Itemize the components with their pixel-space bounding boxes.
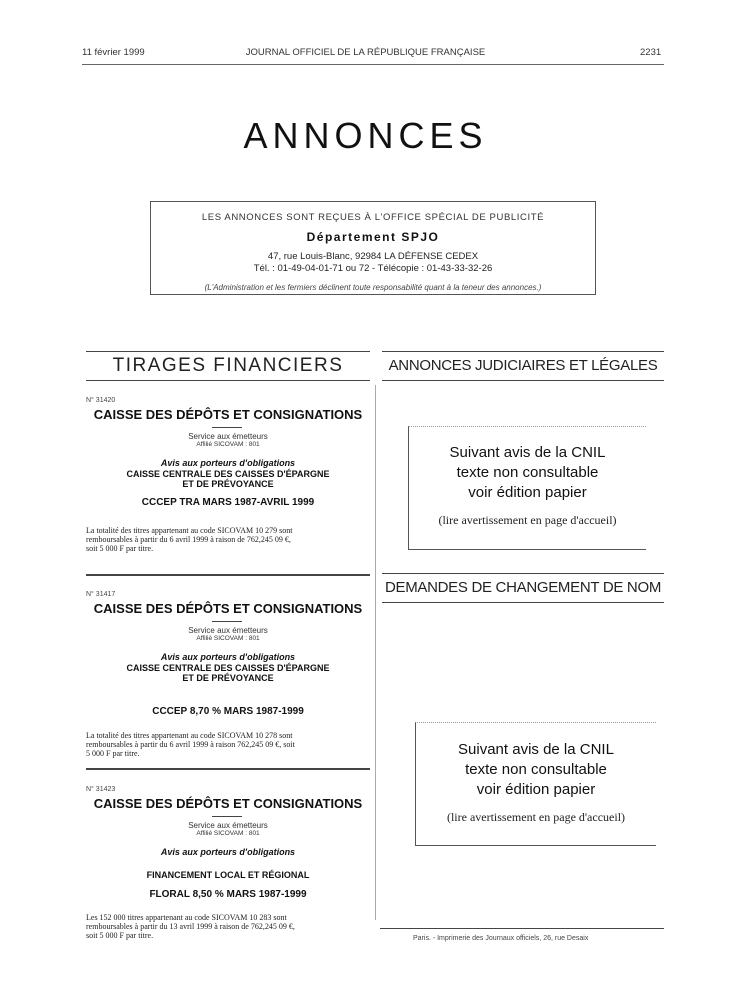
annonce-dash: [212, 816, 242, 817]
annonce-number: N° 31420: [86, 397, 116, 404]
header-rule: [82, 64, 664, 65]
annonce-body-line: soit 5 000 F par titre.: [86, 931, 154, 940]
cnil-line2: texte non consultable: [456, 464, 599, 481]
annonce-organisation: CAISSE DES DÉPÔTS ET CONSIGNATIONS: [93, 796, 363, 811]
cnil-notice-box: [408, 426, 646, 550]
annonce-beneficiary-2: ET DE PRÉVOYANCE: [182, 673, 274, 683]
annonce-service: Service aux émetteurs: [188, 626, 268, 635]
section-annonces-judiciaires: ANNONCES JUDICIAIRES ET LÉGALES: [382, 351, 664, 381]
cnil-line3: voir édition papier: [476, 781, 596, 798]
annonce-body-line: La totalité des titres appartenant au code SICOVAM 10 278 sont: [86, 731, 293, 740]
infobox-address: 47, rue Louis-Blanc, 92984 LA DÉFENSE CEDEX: [267, 251, 479, 262]
annonce-organisation: CAISSE DES DÉPÔTS ET CONSIGNATIONS: [93, 601, 363, 616]
annonce-affilie: Affilié SICOVAM : 801: [196, 830, 260, 837]
infobox-disclaimer: (L'Administration et les fermiers déclinent toute responsabilité quant à la teneur des annonces.): [204, 283, 542, 292]
cnil-note: (lire avertissement en page d'accueil): [446, 810, 626, 824]
cnil-line2: texte non consultable: [465, 761, 607, 778]
annonce-avis: Avis aux porteurs d'obligations: [160, 652, 296, 662]
infobox-line1: LES ANNONCES SONT REÇUES À L'OFFICE SPÉCIAL DE PUBLICITÉ: [201, 212, 545, 223]
annonce-31423: [86, 786, 370, 958]
cnil-notice-box-2: [415, 722, 656, 846]
annonce-service: Service aux émetteurs: [188, 821, 268, 830]
footer-rule: [380, 928, 664, 929]
annonce-body-line: 5 000 F par titre.: [86, 749, 140, 758]
annonce-number: N° 31423: [86, 786, 116, 793]
annonce-avis: Avis aux porteurs d'obligations: [160, 458, 296, 468]
annonce-body-line: remboursables à partir du 6 avril 1999 à raison 762,245 09 €, soit: [86, 740, 295, 749]
annonce-body-line: remboursables à partir du 6 avril 1999 à raison de 762,245 09 €,: [86, 535, 291, 544]
annonce-body-line: Les 152 000 titres appartenant au code SICOVAM 10 283 sont: [86, 913, 287, 922]
annonce-body: [86, 913, 370, 940]
annonce-service: Service aux émetteurs: [188, 432, 268, 441]
annonce-body: [86, 526, 370, 553]
annonce-emprunt: CCCEP 8,70 % MARS 1987-1999: [152, 706, 304, 717]
annonce-dash: [212, 621, 242, 622]
header-journal-title: JOURNAL OFFICIEL DE LA RÉPUBLIQUE FRANÇAISE: [245, 47, 486, 58]
annonce-number: N° 31417: [86, 591, 116, 598]
annonce-avis: Avis aux porteurs d'obligations: [160, 847, 296, 857]
column-divider: [375, 385, 376, 920]
annonce-beneficiary: FINANCEMENT LOCAL ET RÉGIONAL: [146, 870, 310, 880]
section-tirages-financiers: TIRAGES FINANCIERS: [86, 351, 370, 381]
annonce-organisation: CAISSE DES DÉPÔTS ET CONSIGNATIONS: [93, 407, 363, 422]
cnil-line1: Suivant avis de la CNIL: [458, 741, 614, 758]
cnil-line3: voir édition papier: [468, 484, 587, 501]
publicity-office-box: [150, 201, 596, 295]
annonce-body-line: La totalité des titres appartenant au code SICOVAM 10 279 sont: [86, 526, 293, 535]
infobox-department: Département SPJO: [306, 230, 440, 244]
annonce-beneficiary: CAISSE CENTRALE DES CAISSES D'ÉPARGNE: [126, 469, 330, 479]
annonce-emprunt: CCCEP TRA MARS 1987-AVRIL 1999: [141, 497, 315, 508]
annonce-dash: [212, 427, 242, 428]
annonce-beneficiary-2: ET DE PRÉVOYANCE: [182, 479, 274, 489]
cnil-line1: Suivant avis de la CNIL: [449, 444, 606, 461]
annonce-31417: [86, 591, 370, 763]
header-page-number: 2231: [640, 47, 662, 58]
annonce-31420: [86, 397, 370, 569]
annonce-separator: [86, 574, 370, 576]
annonce-affilie: Affilié SICOVAM : 801: [196, 635, 260, 642]
annonce-emprunt: FLORAL 8,50 % MARS 1987-1999: [149, 889, 307, 900]
annonce-separator: [86, 768, 370, 770]
annonce-affilie: Affilié SICOVAM : 801: [196, 441, 260, 448]
section-changement-de-nom: DEMANDES DE CHANGEMENT DE NOM: [382, 573, 664, 603]
annonce-body-line: remboursables à partir du 13 avril 1999 à raison de 762,245 09 €,: [86, 922, 295, 931]
annonce-body-line: soit 5 000 F par titre.: [86, 544, 154, 553]
cnil-note: (lire avertissement en page d'accueil): [438, 513, 617, 527]
infobox-phone: Tél. : 01-49-04-01-71 ou 72 - Télécopie : 01-43-33-32-26: [253, 263, 493, 274]
annonce-body: [86, 731, 370, 758]
annonce-beneficiary: CAISSE CENTRALE DES CAISSES D'ÉPARGNE: [126, 663, 330, 673]
page-title: ANNONCES: [243, 115, 488, 156]
header-date: 11 février 1999: [82, 47, 145, 58]
printer-imprint: Paris. - Imprimerie des Journaux officiels, 26, rue Desaix: [413, 935, 589, 942]
